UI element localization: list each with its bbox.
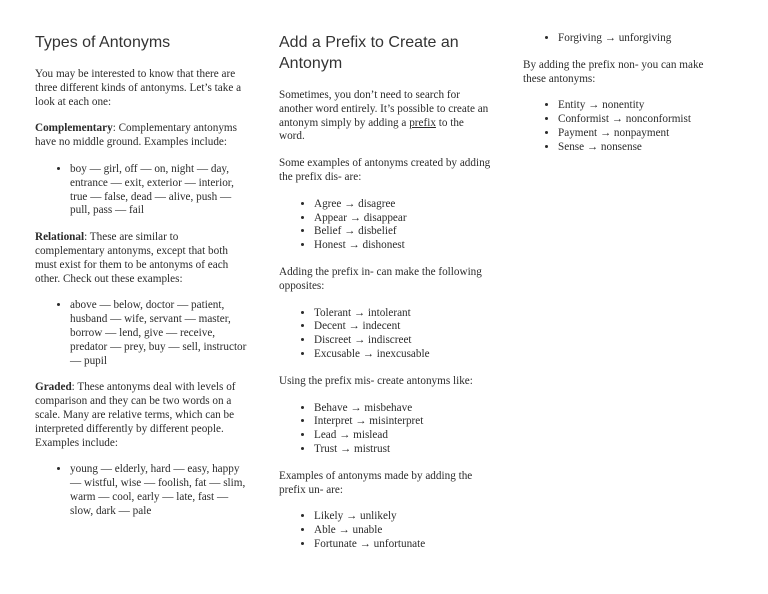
prefix-intro-text: Sometimes, you don’t need to search for another word entirely. It’s possible to create an antonym simply by adding a <box>279 89 489 129</box>
intro-paragraph: You may be interested to know that there are three different kinds of antonyms. Let’s take a look at each one: <box>35 68 242 108</box>
complementary-paragraph <box>35 122 250 150</box>
list-item: • Excusable → inexcusable <box>314 348 491 362</box>
in-intro: Adding the prefix in- can make the following opposites: <box>279 265 482 292</box>
graded-desc: : These antonyms deal with levels of comparison and they can be two words on a scale. Many are relative terms, which can be interpreted differently by different people. Examples include: <box>35 381 236 449</box>
list-item: • Entity → nonentity <box>558 99 723 113</box>
prefix-intro-paragraph <box>279 89 491 144</box>
graded-term: Graded <box>35 381 72 394</box>
prefix-intro-text-end: to the word. <box>279 116 464 143</box>
list-item: • Honest → dishonest <box>314 239 491 253</box>
un-list <box>279 510 491 551</box>
list-item: • boy — girl, off — on, night — day, entrance — exit, exterior — interior, true — false, dead — alive, push — pull, pass — fail <box>70 163 250 218</box>
in-list <box>279 307 491 362</box>
column-prefix-continued <box>523 32 723 168</box>
dis-intro: Some examples of antonyms created by adding the prefix dis- are: <box>279 157 491 183</box>
mis-list <box>279 402 491 457</box>
section-title-prefix: Add a Prefix to Create an Antonym <box>279 34 459 72</box>
list-item: • Appear → disappear <box>314 212 491 226</box>
list-item: • Likely → unlikely <box>314 510 491 524</box>
relational-list <box>35 299 250 368</box>
list-item: • Agree → disagree <box>314 198 491 212</box>
non-intro: By adding the prefix non- you can make these antonyms: <box>523 58 704 85</box>
dis-list <box>279 198 491 253</box>
graded-paragraph <box>35 381 250 450</box>
list-item: • Payment → nonpayment <box>558 127 723 141</box>
complementary-list <box>35 163 250 218</box>
un-list-continued <box>523 32 723 46</box>
list-item: • Trust → mistrust <box>314 443 491 457</box>
list-item: • Lead → mislead <box>314 429 491 443</box>
list-item: • Sense → nonsense <box>558 141 723 155</box>
list-item: • Discreet → indiscreet <box>314 334 491 348</box>
list-item: • Decent → indecent <box>314 320 491 334</box>
complementary-term: Complementary <box>35 122 113 135</box>
non-list <box>523 99 723 154</box>
prefix-link[interactable]: prefix <box>409 116 436 129</box>
relational-term: Relational <box>35 231 85 244</box>
relational-desc: : These are similar to complementary antonyms, except that both must exist for them to be antonyms of each other. Check out these examples: <box>35 231 229 285</box>
list-item: • Conformist → nonconformist <box>558 113 723 127</box>
list-item: • Able → unable <box>314 524 491 538</box>
list-item: • Tolerant → intolerant <box>314 307 491 321</box>
graded-list <box>35 463 250 518</box>
relational-paragraph <box>35 231 250 286</box>
un-intro: Examples of antonyms made by adding the prefix un- are: <box>279 469 473 496</box>
mis-intro: Using the prefix mis- create antonyms like: <box>279 374 473 387</box>
section-title-types: Types of Antonyms <box>35 34 171 51</box>
list-item: • above — below, doctor — patient, husband — wife, servant — master, borrow — lend, give — receive, predator — prey, buy — sell, instructor — pupil <box>70 299 250 368</box>
column-types-of-antonyms <box>35 32 250 532</box>
column-prefix-antonyms <box>279 32 491 565</box>
list-item: • Fortunate → unfortunate <box>314 538 491 552</box>
list-item: • Behave → misbehave <box>314 402 491 416</box>
list-item: • Interpret → misinterpret <box>314 415 491 429</box>
list-item: • Belief → disbelief <box>314 225 491 239</box>
list-item: • young — elderly, hard — easy, happy — wistful, wise — foolish, fat — slim, warm — cool, early — late, fast — slow, dark — pale <box>70 463 250 518</box>
complementary-desc: : Complementary antonyms have no middle ground. Examples include: <box>35 122 237 149</box>
list-item: • Forgiving → unforgiving <box>558 32 723 46</box>
